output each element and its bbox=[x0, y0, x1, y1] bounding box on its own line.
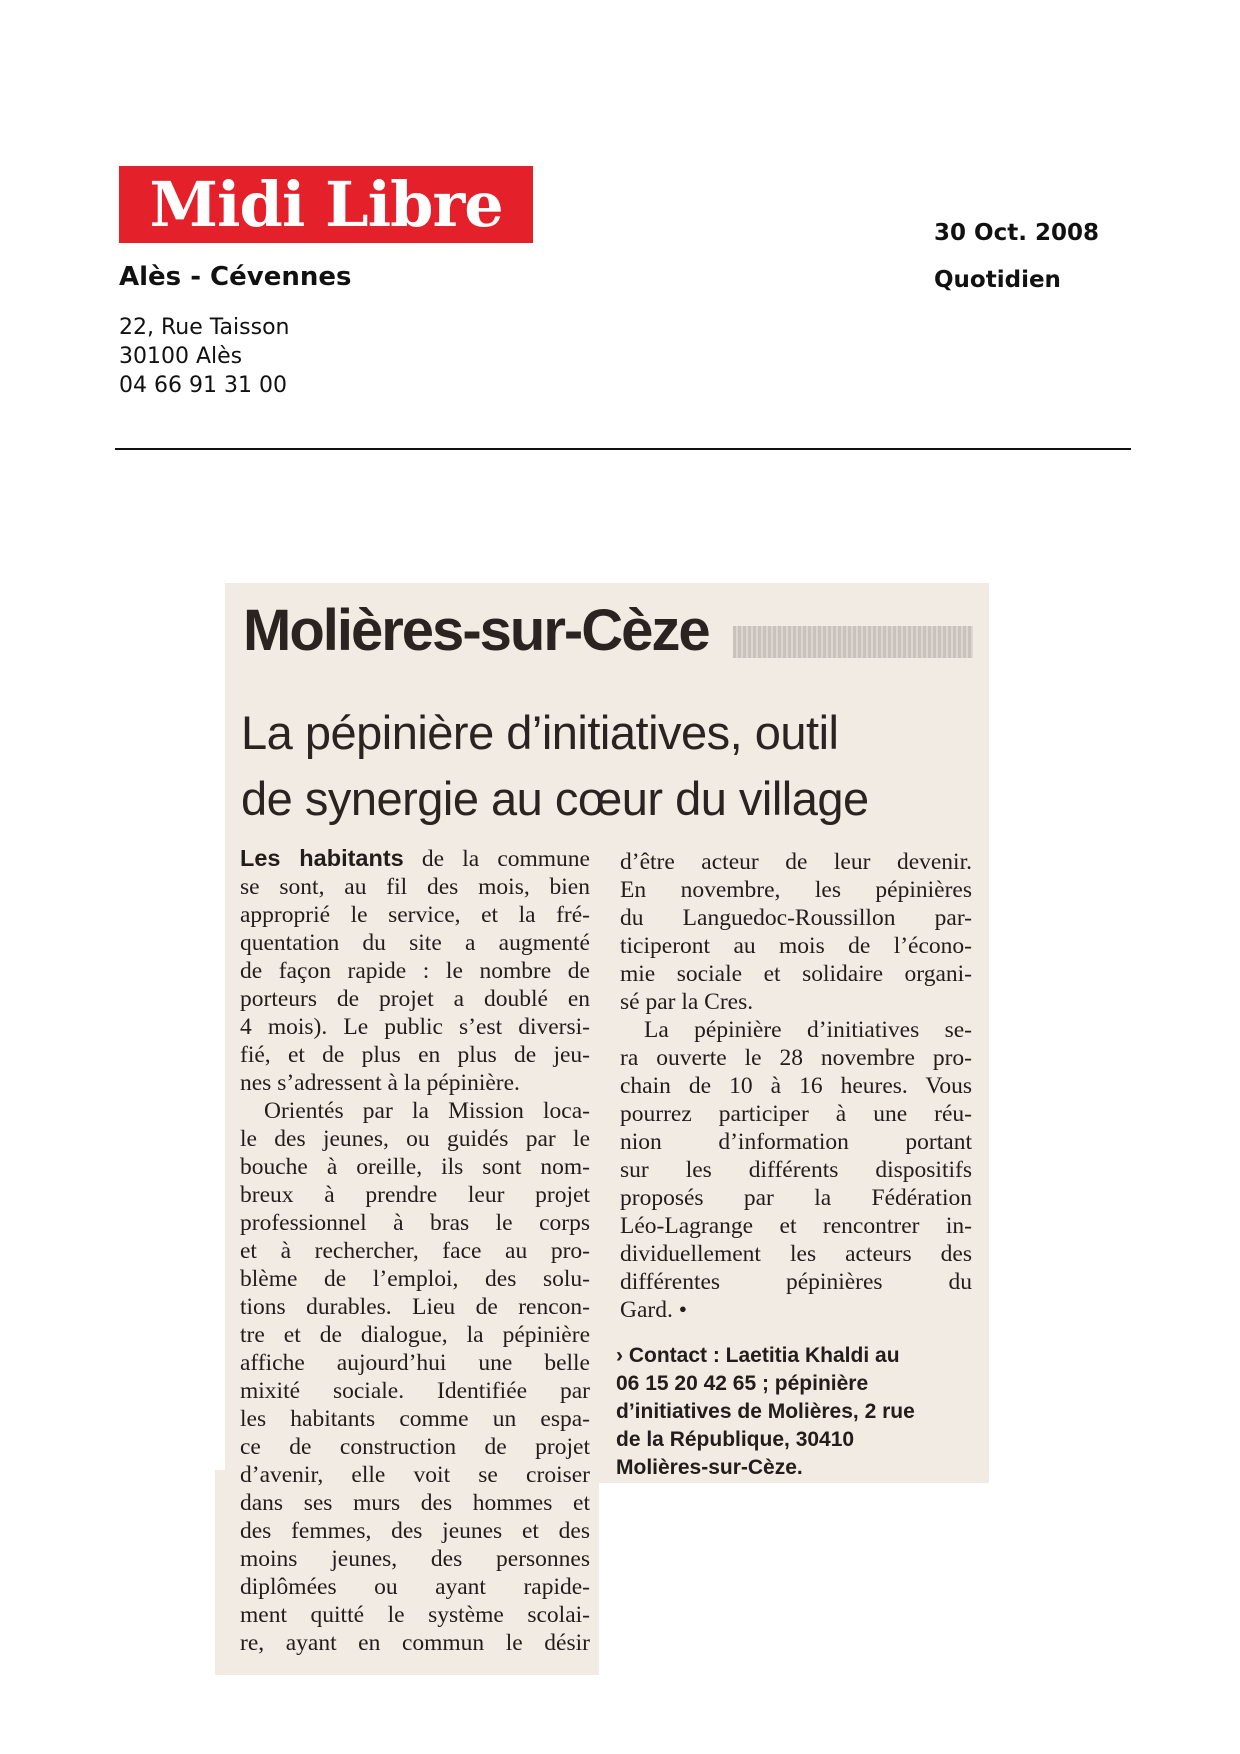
article-text-line: et à rechercher, face au pro- bbox=[240, 1238, 590, 1264]
contact-line: › Contact : Laetitia Khaldi au bbox=[616, 1344, 900, 1367]
edition-name: Alès - Cévennes bbox=[119, 262, 352, 292]
publication-date: 30 Oct. 2008 bbox=[934, 220, 1099, 246]
article-text-line: proposés par la Fédération bbox=[620, 1185, 972, 1211]
article-text-line: ticiperont au mois de l’écono- bbox=[620, 933, 972, 959]
publisher-address bbox=[119, 313, 289, 400]
article-text-fragment: de la commune bbox=[403, 846, 590, 872]
article-location-heading: Molières-sur-Cèze bbox=[243, 598, 709, 663]
article-text-line: moins jeunes, des personnes bbox=[240, 1546, 590, 1572]
article-text-line: le des jeunes, ou guidés par le bbox=[240, 1126, 590, 1152]
article-text-line: quentation du site a augmenté bbox=[240, 930, 590, 956]
article-lead-words: Les habitants bbox=[240, 845, 404, 871]
article-text-line: La pépinière d’initiatives se- bbox=[644, 1017, 972, 1043]
contact-line: d’initiatives de Molières, 2 rue bbox=[616, 1400, 915, 1423]
article-text-line: mixité sociale. Identifiée par bbox=[240, 1378, 590, 1404]
article-text-line: ra ouverte le 28 novembre pro- bbox=[620, 1045, 972, 1071]
article-text-line: porteurs de projet a doublé en bbox=[240, 986, 590, 1012]
heading-decorative-bar bbox=[733, 626, 973, 658]
article-text-line: se sont, au fil des mois, bien bbox=[240, 874, 590, 900]
article-text-line: pourrez participer à une réu- bbox=[620, 1101, 972, 1127]
article-text-line: nion d’information portant bbox=[620, 1129, 972, 1155]
article-text-line: chain de 10 à 16 heures. Vous bbox=[620, 1073, 972, 1099]
article-text-line: des femmes, des jeunes et des bbox=[240, 1518, 590, 1544]
article-text-line: re, ayant en commun le désir bbox=[240, 1630, 590, 1656]
article-text-line: tre et de dialogue, la pépinière bbox=[240, 1322, 590, 1348]
article-text-line: Gard. • bbox=[620, 1297, 687, 1323]
article-text-line: affiche aujourd’hui une belle bbox=[240, 1350, 590, 1376]
publication-frequency: Quotidien bbox=[934, 267, 1061, 293]
article-title-line: La pépinière d’initiatives, outil bbox=[241, 706, 839, 759]
article-text-line: de façon rapide : le nombre de bbox=[240, 958, 590, 984]
address-street: 22, Rue Taisson bbox=[119, 315, 290, 340]
article-text-line: nes s’adressent à la pépinière. bbox=[240, 1070, 520, 1096]
article-text-line: Léo-Lagrange et rencontrer in- bbox=[620, 1213, 972, 1239]
article-text-line: Orientés par la Mission loca- bbox=[264, 1098, 590, 1124]
article-text-line: d’avenir, elle voit se croiser bbox=[240, 1462, 590, 1488]
article-text-line: bouche à oreille, ils sont nom- bbox=[240, 1154, 590, 1180]
article-text-line: breux à prendre leur projet bbox=[240, 1182, 590, 1208]
contact-line: de la République, 30410 bbox=[616, 1428, 855, 1451]
midi-libre-logo: Midi Libre bbox=[119, 166, 533, 243]
article-text-line: dividuellement les acteurs des bbox=[620, 1241, 972, 1267]
article-text-line: professionnel à bras le corps bbox=[240, 1210, 590, 1236]
contact-line: 06 15 20 42 65 ; pépinière bbox=[616, 1372, 869, 1395]
header-divider bbox=[115, 448, 1131, 450]
article-text-line: blème de l’emploi, des solu- bbox=[240, 1266, 590, 1292]
article-text-line: diplômées ou ayant rapide- bbox=[240, 1574, 590, 1600]
address-city: 30100 Alès bbox=[119, 344, 243, 369]
article-text-line: En novembre, les pépinières bbox=[620, 877, 972, 903]
article-text-line: ment quitté le système scolai- bbox=[240, 1602, 590, 1628]
article-title bbox=[241, 700, 869, 832]
article-text-line: fié, et de plus en plus de jeu- bbox=[240, 1042, 590, 1068]
bleed-through-text bbox=[880, 590, 990, 820]
article-text-line: sé par la Cres. bbox=[620, 989, 754, 1015]
article-text-line: dans ses murs des hommes et bbox=[240, 1490, 590, 1516]
article-text-line: tions durables. Lieu de rencon- bbox=[240, 1294, 590, 1320]
article-text-line: 4 mois). Le public s’est diversi- bbox=[240, 1014, 590, 1040]
article-text-line: approprié le service, et la fré- bbox=[240, 902, 590, 928]
article-column-right bbox=[620, 848, 972, 1324]
article-text-line: du Languedoc-Roussillon par- bbox=[620, 905, 972, 931]
article-text-line: mie sociale et solidaire organi- bbox=[620, 961, 972, 987]
article-contact bbox=[616, 1342, 915, 1482]
article-title-line: de synergie au cœur du village bbox=[241, 772, 869, 825]
address-phone: 04 66 91 31 00 bbox=[119, 373, 287, 398]
contact-line: Molières-sur-Cèze. bbox=[616, 1456, 803, 1479]
article-text-line: ce de construction de projet bbox=[240, 1434, 590, 1460]
article-text-line bbox=[240, 844, 590, 873]
article-text-line: sur les différents dispositifs bbox=[620, 1157, 972, 1183]
article-text-line: d’être acteur de leur devenir. bbox=[620, 849, 972, 875]
article-text-line: les habitants comme un espa- bbox=[240, 1406, 590, 1432]
article-text-line: différentes pépinières du bbox=[620, 1269, 972, 1295]
article-column-left bbox=[240, 844, 590, 1657]
